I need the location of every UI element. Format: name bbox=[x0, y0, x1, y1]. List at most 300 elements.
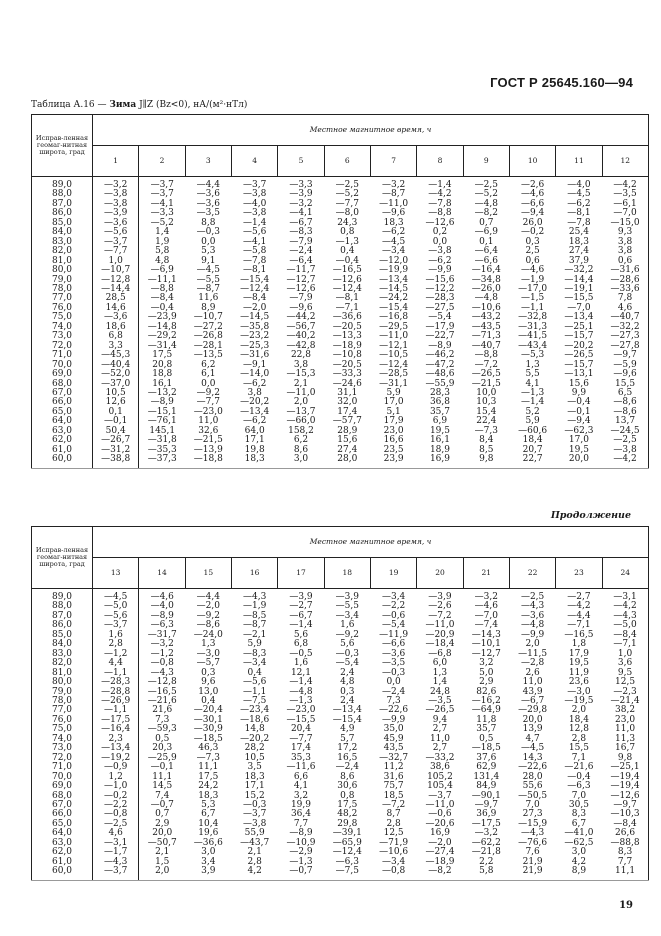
value-cell: —7,3 bbox=[196, 752, 220, 763]
value-cell: 15,5 bbox=[568, 743, 589, 754]
value-cell: —12,1 bbox=[379, 340, 409, 351]
value-cell: —34,8 bbox=[471, 274, 501, 285]
value-cell: —19,5 bbox=[564, 695, 594, 706]
hour-header: 23 bbox=[556, 558, 602, 589]
value-cell: —14,3 bbox=[471, 629, 501, 640]
value-cell: —15,7 bbox=[564, 331, 594, 342]
value-cell: —1,3 bbox=[335, 236, 359, 247]
value-cell: 0,8 bbox=[340, 227, 355, 238]
value-cell: —12,6 bbox=[332, 274, 362, 285]
value-cell: —37,3 bbox=[139, 455, 185, 468]
value-cell: —0,3 bbox=[335, 648, 359, 659]
value-cell: —27,2 bbox=[193, 321, 223, 332]
time-header: Местное магнитное время, ч bbox=[93, 115, 649, 146]
value-cell: 5,9 bbox=[525, 416, 540, 427]
value-cell: —15,4 bbox=[240, 274, 270, 285]
value-cell: 6,7 bbox=[571, 818, 587, 829]
caption-season: Зима bbox=[109, 100, 137, 110]
value-cell: 4,4 bbox=[93, 659, 139, 668]
value-cell: —0,7 bbox=[278, 867, 324, 880]
value-cell: —3,8 bbox=[602, 446, 648, 455]
hour-header: 24 bbox=[602, 558, 648, 589]
value-cell: —4,5 bbox=[196, 265, 220, 276]
value-cell: —2,0 bbox=[428, 837, 452, 848]
value-cell: 13,7 bbox=[602, 417, 648, 426]
value-cell: —8,9 bbox=[150, 397, 174, 408]
value-cell: —35,8 bbox=[240, 321, 270, 332]
value-cell: —28,3 bbox=[93, 678, 139, 687]
value-cell: —3,4 bbox=[381, 856, 406, 867]
value-cell: —32,7 bbox=[379, 752, 409, 763]
table-row bbox=[32, 177, 649, 191]
caption-prefix: Таблица А.16 — bbox=[31, 100, 110, 110]
value-cell: —19,1 bbox=[564, 283, 594, 294]
value-cell: —3,7 bbox=[150, 180, 174, 190]
value-cell: 18,9 bbox=[429, 444, 450, 455]
latitude-cell: 69,0 bbox=[32, 370, 93, 379]
value-cell: 23,9 bbox=[370, 455, 416, 468]
value-cell: —65,9 bbox=[332, 837, 362, 848]
value-cell: 6,6 bbox=[293, 771, 309, 782]
value-cell: 10,5 bbox=[244, 752, 265, 763]
value-cell: 5,8 bbox=[155, 246, 170, 257]
value-cell: —15,0 bbox=[602, 219, 648, 228]
value-cell: 11,0 bbox=[602, 725, 648, 734]
value-cell: 11,9 bbox=[568, 667, 589, 678]
value-cell: 2,6 bbox=[525, 667, 540, 678]
value-cell: —18,8 bbox=[185, 455, 231, 468]
value-cell: —20,9 bbox=[425, 629, 455, 640]
value-cell: 0,1 bbox=[479, 236, 494, 247]
value-cell: 0,8 bbox=[340, 790, 355, 801]
value-cell: 45,9 bbox=[383, 733, 404, 744]
latitude-cell: 71,0 bbox=[32, 763, 93, 772]
value-cell: —28,8 bbox=[93, 688, 139, 697]
value-cell: 2,1 bbox=[155, 847, 170, 858]
value-cell: 8,3 bbox=[602, 848, 648, 857]
hour-header: 14 bbox=[139, 558, 185, 589]
hour-header: 21 bbox=[463, 558, 509, 589]
value-cell: —5,2 bbox=[335, 189, 359, 200]
value-cell: —25,3 bbox=[240, 340, 270, 351]
value-cell: —3,7 bbox=[428, 790, 452, 801]
value-cell: 1,3 bbox=[525, 359, 540, 370]
value-cell: —0,1 bbox=[93, 417, 139, 426]
value-cell: —10,7 bbox=[93, 266, 139, 275]
value-cell: 7,0 bbox=[571, 790, 587, 801]
value-cell: —28,5 bbox=[379, 369, 409, 380]
value-cell: —3,4 bbox=[381, 592, 406, 602]
hour-header: 3 bbox=[185, 146, 231, 177]
value-cell: —59,3 bbox=[147, 724, 177, 735]
value-cell: 15,2 bbox=[244, 790, 265, 801]
value-cell: —11,9 bbox=[379, 629, 409, 640]
value-cell: —2,2 bbox=[381, 601, 406, 612]
value-cell: —8,1 bbox=[242, 265, 267, 276]
value-cell: 15,5 bbox=[602, 380, 648, 389]
value-cell: —2,6 bbox=[428, 601, 452, 612]
value-cell: 2,3 bbox=[93, 735, 139, 744]
value-cell: —7,8 bbox=[567, 217, 591, 228]
value-cell: —7,0 bbox=[602, 209, 648, 218]
latitude-cell: 75,0 bbox=[32, 313, 93, 322]
value-cell: 8,8 bbox=[201, 217, 216, 228]
value-cell: —21,6 bbox=[564, 762, 594, 773]
value-cell: —11,0 bbox=[379, 331, 409, 342]
value-cell: 131,4 bbox=[473, 771, 500, 782]
value-cell: 17,0 bbox=[383, 397, 404, 408]
value-cell: —7,9 bbox=[289, 236, 313, 247]
value-cell: 6,7 bbox=[201, 809, 216, 820]
value-cell: 37,6 bbox=[476, 752, 497, 763]
value-cell: —29,8 bbox=[518, 705, 548, 716]
value-cell: 64,0 bbox=[244, 425, 265, 436]
latitude-cell: 66,0 bbox=[32, 398, 93, 407]
value-cell: 6,5 bbox=[602, 389, 648, 398]
value-cell: —10,8 bbox=[332, 350, 362, 361]
value-cell: —4,1 bbox=[289, 208, 313, 219]
value-cell: —3,1 bbox=[93, 839, 139, 848]
value-cell: 4,8 bbox=[155, 255, 170, 266]
value-cell: —12,7 bbox=[471, 648, 501, 659]
value-cell: —4,2 bbox=[428, 189, 452, 200]
value-cell: —3,2 bbox=[150, 639, 174, 650]
value-cell: —24,6 bbox=[332, 378, 362, 389]
value-cell: —50,7 bbox=[147, 837, 177, 848]
latitude-cell: 81,0 bbox=[32, 669, 93, 678]
value-cell: —4,1 bbox=[242, 236, 267, 247]
value-cell: —6,6 bbox=[520, 198, 545, 209]
value-cell: —8,9 bbox=[289, 828, 313, 839]
value-cell: 12,6 bbox=[93, 398, 139, 407]
value-cell: —12,2 bbox=[425, 283, 455, 294]
value-cell: 30,6 bbox=[337, 781, 358, 792]
value-cell: —3,7 bbox=[93, 238, 139, 247]
value-cell: —2,0 bbox=[242, 302, 267, 313]
value-cell: —0,1 bbox=[567, 406, 591, 417]
value-cell: —2,0 bbox=[196, 601, 220, 612]
latitude-cell: 71,0 bbox=[32, 351, 93, 360]
value-cell: 0,1 bbox=[93, 408, 139, 417]
value-cell: 3,0 bbox=[571, 847, 587, 858]
value-cell: —16,4 bbox=[93, 725, 139, 734]
latitude-header: Исправ-ленная геомаг-нитная широта, град bbox=[32, 527, 93, 589]
value-cell: 18,4 bbox=[522, 435, 543, 446]
value-cell: —10,6 bbox=[471, 302, 501, 313]
value-cell: —10,9 bbox=[286, 837, 316, 848]
value-cell: —1,3 bbox=[289, 856, 313, 867]
value-cell: —2,9 bbox=[289, 847, 313, 858]
value-cell: —1,1 bbox=[242, 686, 267, 697]
value-cell: —8,1 bbox=[567, 208, 591, 219]
value-cell: —8,2 bbox=[417, 867, 463, 880]
value-cell: —22,6 bbox=[379, 705, 409, 716]
value-cell: 29,8 bbox=[337, 818, 358, 829]
value-cell: 35,0 bbox=[383, 724, 404, 735]
value-cell: —2,1 bbox=[242, 629, 267, 640]
value-cell: 1,8 bbox=[571, 639, 587, 650]
value-cell: 17,9 bbox=[568, 648, 589, 659]
latitude-cell: 70,0 bbox=[32, 361, 93, 370]
value-cell: —3,0 bbox=[567, 686, 591, 697]
value-cell: —10,7 bbox=[193, 312, 223, 323]
value-cell: —20,6 bbox=[425, 818, 455, 829]
value-cell: —6,3 bbox=[567, 781, 591, 792]
value-cell: —27,3 bbox=[602, 332, 648, 341]
value-cell: —35,3 bbox=[147, 444, 177, 455]
value-cell: 7,7 bbox=[293, 818, 309, 829]
value-cell: —6,4 bbox=[289, 255, 313, 266]
value-cell: —13,9 bbox=[193, 444, 223, 455]
value-cell: —4,4 bbox=[567, 610, 591, 621]
value-cell: 2,7 bbox=[432, 724, 448, 735]
value-cell: 0,2 bbox=[432, 227, 448, 238]
latitude-cell: 66,0 bbox=[32, 810, 93, 819]
value-cell: 25,4 bbox=[568, 227, 589, 238]
time-header: Местное магнитное время, ч bbox=[93, 527, 649, 558]
value-cell: —0,4 bbox=[567, 397, 591, 408]
latitude-cell: 77,0 bbox=[32, 706, 93, 715]
latitude-cell: 83,0 bbox=[32, 650, 93, 659]
value-cell: —11,0 bbox=[425, 620, 455, 631]
value-cell: 2,4 bbox=[340, 667, 355, 678]
value-cell: —33,6 bbox=[602, 285, 648, 294]
value-cell: —8,6 bbox=[602, 398, 648, 407]
value-cell: —0,8 bbox=[150, 658, 174, 669]
value-cell: 8,6 bbox=[293, 444, 309, 455]
value-cell: 2,8 bbox=[93, 640, 139, 649]
value-cell: —3,6 bbox=[196, 198, 220, 209]
value-cell: 0,0 bbox=[201, 236, 216, 247]
value-cell: —28,1 bbox=[193, 340, 223, 351]
value-cell: —29,5 bbox=[379, 321, 409, 332]
value-cell: —31,7 bbox=[147, 629, 177, 640]
value-cell: —37,0 bbox=[93, 380, 139, 389]
hour-header: 8 bbox=[417, 146, 463, 177]
value-cell: 2,9 bbox=[479, 677, 494, 688]
value-cell: 7,3 bbox=[386, 695, 401, 706]
value-cell: 17,5 bbox=[337, 799, 358, 810]
value-cell: 32,0 bbox=[337, 397, 358, 408]
value-cell: —3,7 bbox=[150, 189, 174, 200]
value-cell: —39,1 bbox=[332, 828, 362, 839]
value-cell: —47,2 bbox=[425, 359, 455, 370]
value-cell: 18,8 bbox=[152, 369, 173, 380]
value-cell: —4,3 bbox=[150, 667, 174, 678]
value-cell: —3,8 bbox=[93, 190, 139, 199]
data-table-hours-1-12 bbox=[31, 114, 649, 469]
value-cell: —3,9 bbox=[93, 209, 139, 218]
value-cell: 1,3 bbox=[432, 667, 448, 678]
value-cell: —2,5 bbox=[93, 820, 139, 829]
value-cell: —5,2 bbox=[474, 189, 498, 200]
value-cell: —9,7 bbox=[474, 799, 498, 810]
value-cell: —6,4 bbox=[474, 246, 498, 257]
value-cell: —5,3 bbox=[520, 350, 545, 361]
value-cell: —5,6 bbox=[93, 612, 139, 621]
value-cell: —21,8 bbox=[471, 847, 501, 858]
value-cell: —9,9 bbox=[381, 714, 406, 725]
value-cell: 11,0 bbox=[198, 416, 219, 427]
value-cell: —27,8 bbox=[602, 342, 648, 351]
value-cell: —6,9 bbox=[474, 227, 498, 238]
value-cell: —3,5 bbox=[196, 208, 220, 219]
value-cell: 2,8 bbox=[247, 856, 262, 867]
value-cell: —2,8 bbox=[520, 658, 545, 669]
value-cell: 7,4 bbox=[155, 790, 170, 801]
value-cell: 1,4 bbox=[432, 677, 448, 688]
value-cell: —41,0 bbox=[564, 828, 594, 839]
value-cell: 3,5 bbox=[247, 762, 262, 773]
value-cell: 46,3 bbox=[198, 743, 219, 754]
value-cell: 1,6 bbox=[93, 631, 139, 640]
value-cell: —29,2 bbox=[147, 331, 177, 342]
value-cell: —28,6 bbox=[602, 276, 648, 285]
value-cell: —6,1 bbox=[602, 200, 648, 209]
value-cell: —14,4 bbox=[93, 285, 139, 294]
value-cell: —5,9 bbox=[602, 361, 648, 370]
value-cell: —31,6 bbox=[602, 266, 648, 275]
value-cell: —4,3 bbox=[520, 828, 545, 839]
value-cell: 75,7 bbox=[383, 781, 404, 792]
value-cell: —4,3 bbox=[602, 612, 648, 621]
value-cell: —4,3 bbox=[93, 858, 139, 867]
value-cell: 14,8 bbox=[244, 724, 265, 735]
value-cell: —33,3 bbox=[332, 369, 362, 380]
value-cell: —7,4 bbox=[474, 620, 498, 631]
value-cell: 22,4 bbox=[476, 416, 497, 427]
latitude-cell: 75,0 bbox=[32, 725, 93, 734]
value-cell: —0,3 bbox=[196, 227, 220, 238]
value-cell: 19,5 bbox=[429, 425, 450, 436]
value-cell: —7,0 bbox=[567, 302, 591, 313]
value-cell: —4,0 bbox=[150, 601, 174, 612]
value-cell: —1,4 bbox=[289, 620, 313, 631]
value-cell: 19,9 bbox=[290, 799, 311, 810]
value-cell: —7,7 bbox=[289, 733, 313, 744]
value-cell: —18,6 bbox=[240, 714, 270, 725]
value-cell: —4,5 bbox=[567, 189, 591, 200]
value-cell: 9,1 bbox=[201, 255, 216, 266]
value-cell: —1,1 bbox=[520, 302, 545, 313]
value-cell: —8,4 bbox=[150, 293, 174, 304]
value-cell: —57,7 bbox=[332, 416, 362, 427]
value-cell: 2,0 bbox=[525, 639, 540, 650]
value-cell: —12,8 bbox=[93, 276, 139, 285]
value-cell: —3,6 bbox=[93, 219, 139, 228]
value-cell: 4,1 bbox=[525, 378, 540, 389]
value-cell: —10,3 bbox=[602, 810, 648, 819]
value-cell: —20,2 bbox=[240, 733, 270, 744]
value-cell: —60,6 bbox=[518, 425, 548, 436]
value-cell: —25,1 bbox=[564, 321, 594, 332]
value-cell: —8,2 bbox=[474, 208, 498, 219]
value-cell: —4,4 bbox=[196, 180, 220, 190]
value-cell: 5,2 bbox=[525, 406, 540, 417]
value-cell: 35,3 bbox=[290, 752, 311, 763]
value-cell: 55,9 bbox=[244, 828, 265, 839]
value-cell: —11,5 bbox=[518, 648, 548, 659]
value-cell: —15,9 bbox=[518, 818, 548, 829]
value-cell: —30,9 bbox=[193, 724, 223, 735]
value-cell: 9,4 bbox=[432, 714, 448, 725]
value-cell: —16,4 bbox=[471, 265, 501, 276]
value-cell: 11,0 bbox=[522, 677, 543, 688]
value-cell: 4,2 bbox=[231, 867, 277, 880]
value-cell: 43,9 bbox=[522, 686, 543, 697]
value-cell: 0,3 bbox=[525, 236, 540, 247]
value-cell: 18,4 bbox=[568, 714, 589, 725]
value-cell: 5,7 bbox=[340, 733, 355, 744]
hour-header: 18 bbox=[324, 558, 370, 589]
value-cell: —13,4 bbox=[93, 744, 139, 753]
value-cell: 36,4 bbox=[290, 809, 311, 820]
value-cell: 27,4 bbox=[568, 246, 589, 257]
value-cell: 12,5 bbox=[383, 828, 404, 839]
value-cell: 36,9 bbox=[476, 809, 497, 820]
value-cell: 35,7 bbox=[429, 406, 450, 417]
value-cell: —25,1 bbox=[602, 763, 648, 772]
value-cell: —3,6 bbox=[381, 648, 406, 659]
value-cell: —42,8 bbox=[286, 340, 316, 351]
latitude-cell: 81,0 bbox=[32, 257, 93, 266]
value-cell: —14,8 bbox=[147, 321, 177, 332]
value-cell: 3,9 bbox=[185, 867, 231, 880]
value-cell: —50,5 bbox=[518, 790, 548, 801]
value-cell: —0,2 bbox=[93, 792, 139, 801]
value-cell: 28,2 bbox=[244, 743, 265, 754]
value-cell: —5,5 bbox=[335, 601, 359, 612]
latitude-cell: 87,0 bbox=[32, 200, 93, 209]
value-cell: —20,5 bbox=[332, 359, 362, 370]
value-cell: —6,2 bbox=[428, 255, 452, 266]
value-cell: 4,1 bbox=[293, 781, 309, 792]
value-cell: —18,9 bbox=[425, 856, 455, 867]
value-cell: 6,8 bbox=[293, 639, 309, 650]
value-cell: —7,1 bbox=[567, 620, 591, 631]
value-cell: —1,2 bbox=[150, 648, 174, 659]
value-cell: —31,1 bbox=[379, 378, 409, 389]
value-cell: —4,6 bbox=[520, 265, 545, 276]
value-cell: 5,6 bbox=[340, 639, 355, 650]
value-cell: —2,4 bbox=[381, 686, 406, 697]
value-cell: —2,5 bbox=[335, 180, 359, 190]
value-cell: —31,8 bbox=[147, 435, 177, 446]
value-cell: 8,3 bbox=[571, 809, 587, 820]
value-cell: 18,3 bbox=[383, 217, 404, 228]
value-cell: —4,2 bbox=[602, 602, 648, 611]
value-cell: 22,8 bbox=[290, 350, 311, 361]
value-cell: —5,0 bbox=[602, 621, 648, 630]
value-cell: 1,6 bbox=[340, 620, 355, 631]
value-cell: —3,2 bbox=[93, 177, 139, 191]
value-cell: —4,8 bbox=[289, 686, 313, 697]
value-cell: 1,9 bbox=[155, 236, 170, 247]
value-cell: 31,1 bbox=[337, 387, 358, 398]
value-cell: —2,3 bbox=[602, 688, 648, 697]
value-cell: —5,6 bbox=[242, 677, 267, 688]
value-cell: —8,6 bbox=[196, 620, 220, 631]
value-cell: —9,7 bbox=[602, 801, 648, 810]
value-cell: —3,8 bbox=[242, 818, 267, 829]
value-cell: —6,8 bbox=[428, 648, 452, 659]
value-cell: 28,3 bbox=[429, 387, 450, 398]
value-cell: —21,4 bbox=[602, 697, 648, 706]
document-code: ГОСТ Р 25645.160—94 bbox=[490, 75, 633, 90]
value-cell: 2,5 bbox=[525, 246, 540, 257]
value-cell: —5,4 bbox=[335, 658, 359, 669]
value-cell: —12,4 bbox=[332, 283, 362, 294]
